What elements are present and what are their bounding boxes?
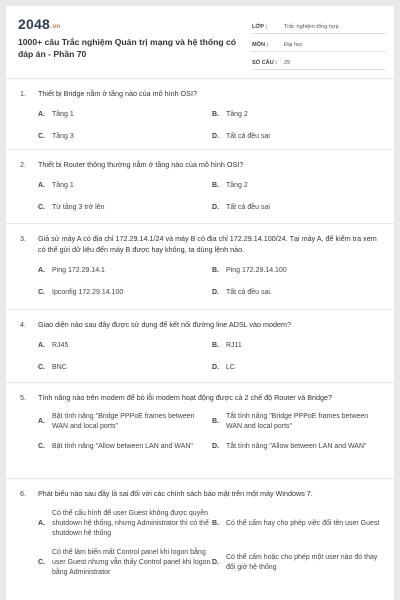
option-d[interactable]	[212, 203, 386, 213]
option-text: Tắt tính năng "Allow between LAN and WAN"	[226, 443, 367, 450]
option-letter: B.	[212, 267, 219, 274]
meta-value: 25	[284, 60, 291, 66]
option-text: Có thể cấm hay cho phép việc đổi tên user Guest	[226, 520, 380, 527]
option-letter: A.	[38, 418, 45, 425]
option-letter: D.	[212, 204, 219, 211]
option-c[interactable]	[38, 363, 212, 373]
option-letter: C.	[38, 364, 45, 371]
question-text: Phát biểu nào sau đây là sai đối với các chính sách bảo mật trên một máy Windows 7.	[38, 489, 313, 498]
option-b[interactable]	[212, 181, 386, 191]
option-text: LC	[226, 364, 235, 371]
option-letter: A.	[38, 182, 45, 189]
option-text: Bật tính năng "Bridge PPPoE frames between WAN and local ports"	[52, 413, 195, 430]
option-text: Ping 172.29.14.100	[226, 267, 287, 274]
option-b[interactable]	[212, 266, 386, 276]
option-text: Tầng 1	[52, 111, 74, 118]
option-text: Có thể cấu hình để user Guest không được quyền shutdown hệ thống, nhưng Administrator thì có thể shutdown hệ thống	[52, 510, 209, 537]
option-text: Tầng 2	[226, 111, 248, 118]
option-d[interactable]	[212, 132, 386, 142]
option-a[interactable]	[38, 266, 212, 276]
question-3	[6, 224, 394, 309]
option-text: Có thể cấm hoặc cho phép một user nào đó thay đổi giờ hệ thống	[226, 554, 378, 571]
option-letter: D.	[212, 443, 219, 450]
option-letter: A.	[38, 267, 45, 274]
question-1	[6, 79, 394, 149]
question-text: Thiết bị Bridge nằm ở tầng nào của mô hình OSI?	[38, 89, 197, 98]
question-number: 5.	[20, 393, 26, 402]
question-text: Tính năng nào trên modem để bỏ lỗi modem hoạt động được cả 2 chế độ Router và Bridge?	[38, 393, 333, 402]
option-letter: C.	[38, 289, 45, 296]
option-text: Bật tính năng "Allow between LAN and WAN"	[52, 443, 193, 450]
logo-suffix: .vn	[50, 24, 61, 30]
option-text: Tầng 3	[52, 133, 74, 140]
meta-row-count	[252, 54, 386, 70]
page-title: 1000+ câu Trắc nghiệm Quản trị mạng và hệ thống có đáp án - Phần 70	[18, 37, 237, 59]
option-d[interactable]	[212, 288, 386, 298]
option-letter: C.	[38, 443, 45, 450]
question-2	[6, 150, 394, 223]
option-b[interactable]	[212, 412, 386, 432]
option-text: Tầng 2	[226, 182, 248, 189]
question-list	[6, 78, 394, 600]
meta-row-class	[252, 18, 386, 34]
option-text: Tất cả đều sai	[226, 204, 270, 211]
meta-value: Đại học	[284, 42, 303, 48]
meta-value: Trắc nghiệm tổng hợp	[284, 24, 339, 30]
option-letter: D.	[212, 133, 219, 140]
option-b[interactable]	[212, 509, 386, 539]
option-b[interactable]	[212, 341, 386, 351]
option-letter: B.	[212, 418, 219, 425]
option-letter: B.	[212, 520, 219, 527]
meta-label: MÔN :	[252, 42, 269, 48]
option-text: Từ tầng 3 trở lên	[52, 204, 105, 211]
option-letter: B.	[212, 342, 219, 349]
option-letter: D.	[212, 559, 219, 566]
option-letter: D.	[212, 364, 219, 371]
option-text: Ping 172.29.14.1	[52, 267, 105, 274]
option-a[interactable]	[38, 181, 212, 191]
logo-main: 2048	[18, 16, 50, 32]
site-logo[interactable]	[18, 16, 60, 32]
meta-row-subject	[252, 36, 386, 52]
question-6	[6, 479, 394, 600]
option-letter: A.	[38, 342, 45, 349]
question-text: Giao diện nào sau đây được sử dụng để kết nối đường line ADSL vào modem?	[38, 320, 291, 329]
option-letter: B.	[212, 182, 219, 189]
page-header	[6, 6, 394, 76]
question-5	[6, 383, 394, 478]
option-letter: C.	[38, 204, 45, 211]
option-letter: D.	[212, 289, 219, 296]
option-text: Tắt tính năng "Bridge PPPoE frames between WAN and local ports"	[226, 413, 369, 430]
option-c[interactable]	[38, 203, 212, 213]
option-letter: A.	[38, 520, 45, 527]
option-c[interactable]	[38, 548, 212, 578]
option-d[interactable]	[212, 442, 386, 452]
option-a[interactable]	[38, 509, 212, 539]
option-a[interactable]	[38, 110, 212, 120]
question-number: 1.	[20, 89, 26, 98]
question-number: 3.	[20, 234, 26, 243]
option-text: Ipconfig 172.29.14.100	[52, 289, 124, 296]
question-text: Thiết bị Router thông thường nằm ở tầng nào của mô hình OSI?	[38, 160, 244, 169]
meta-label: SỐ CÂU :	[252, 60, 278, 66]
option-letter: C.	[38, 559, 45, 566]
question-number: 6.	[20, 489, 26, 498]
option-text: Có thể làm biến mất Control panel khi logon bằng user Guest nhưng vẫn thấy Control panel khi logon bằng Administrator	[52, 549, 211, 576]
option-letter: A.	[38, 111, 45, 118]
question-text: Giả sử máy A có địa chỉ 172.29.14.1/24 và máy B có địa chỉ 172.29.14.100/24. Tại máy A, để kiểm tra xem có thể gửi dữ liệu đến máy B được hay không, ta dùng lệnh nào.	[38, 234, 377, 254]
option-a[interactable]	[38, 341, 212, 351]
option-text: Tầng 1	[52, 182, 74, 189]
question-4	[6, 310, 394, 382]
option-text: Tất cả đều sai.	[226, 289, 272, 296]
option-d[interactable]	[212, 548, 386, 578]
meta-label: LỚP :	[252, 24, 268, 30]
exam-meta	[252, 18, 386, 72]
option-c[interactable]	[38, 442, 212, 452]
option-c[interactable]	[38, 132, 212, 142]
option-text: BNC	[52, 364, 67, 371]
question-number: 2.	[20, 160, 26, 169]
option-c[interactable]	[38, 288, 212, 298]
question-number: 4.	[20, 320, 26, 329]
option-text: RJ11	[226, 342, 242, 349]
option-d[interactable]	[212, 363, 386, 373]
exam-page	[6, 6, 394, 600]
option-text: Tất cả đều sai	[226, 133, 270, 140]
option-b[interactable]	[212, 110, 386, 120]
option-letter: C.	[38, 133, 45, 140]
option-letter: B.	[212, 111, 219, 118]
option-a[interactable]	[38, 412, 212, 432]
option-text: RJ45	[52, 342, 69, 349]
